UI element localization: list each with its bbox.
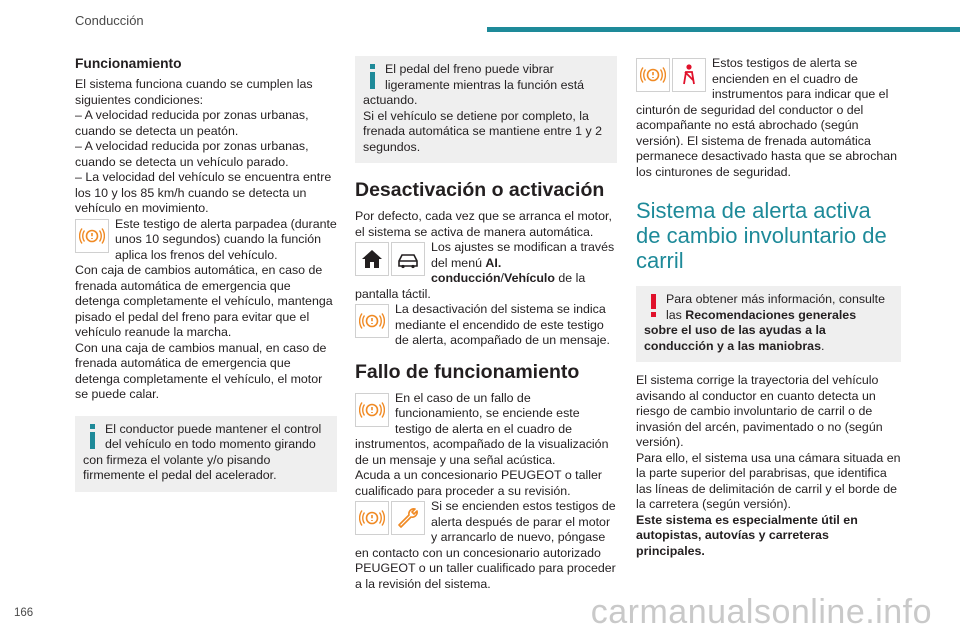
deactivation-warning-row	[355, 302, 617, 349]
car-icon	[391, 242, 425, 276]
auto-brake-hold-text: Si el vehículo se detiene por completo, la frenada automática se mantiene entre 1 y 2 segundos.	[363, 108, 603, 154]
deactivation-text: La desactivación del sistema se indica mediante el encendido de este testigo de alerta, acompañado de un mensaje.	[395, 302, 610, 347]
watermark: carmanualsonline.info	[590, 593, 932, 631]
page-number: 166	[14, 607, 34, 619]
driver-control-text: El conductor puede mantener el control del vehículo en todo momento girando con firmeza el volante y/o pisando firmemente el pedal del acelerador.	[83, 421, 322, 482]
automatic-gearbox-text: Con caja de cambios automática, en caso de frenada automática de emergencia que detenga completamente el vehículo, mantenga pisado el pedal del freno para evitar que el vehículo reanude la marcha.	[75, 263, 333, 339]
highway-text: Este sistema es especialmente útil en autopistas, autovías y carreteras principales.	[636, 512, 858, 558]
lane-assist-heading: Sistema de alerta activa de cambio involuntario de carril	[636, 198, 887, 273]
info-icon	[83, 424, 103, 450]
wrench-icon	[391, 501, 425, 535]
malfunction-warning-row	[355, 391, 617, 469]
seatbelt-warning-text: Estos testigos de alerta se encienden en el cuadro de instrumentos para indicar que el cinturón de seguridad del conductor o del acompañante no está abrochado (según versión). El sistema de frenada automática permanece desactivado hasta que se abrochan los cinturones de seguridad.	[636, 56, 898, 179]
brake-vibration-text: El pedal del freno puede vibrar ligeramente mientras la función está actuando.	[363, 62, 585, 107]
blink-warning-row	[75, 217, 337, 264]
seatbelt-warning-row	[636, 56, 901, 180]
recommendations-warning-note: Para obtener más información, consulte las Recomendaciones generales sobre el uso de las ayudas a la conducción y a las maniobras.	[636, 286, 901, 362]
condition-speed-range: – La velocidad del vehículo se encuentra entre los 10 y los 85 km/h cuando se detecta un vehículo en movimiento.	[75, 170, 332, 215]
brake-vibration-note	[355, 56, 617, 163]
brake-warning-icon	[636, 58, 670, 92]
condition-pedestrian: – A velocidad reducida por zonas urbanas, cuando se detecta un peatón.	[75, 108, 309, 138]
dealer-text: Acuda a un concesionario PEUGEOT o taller cualificado para proceder a su revisión.	[355, 468, 603, 498]
malfunction-heading: Fallo de funcionamiento	[355, 360, 580, 383]
header-section-title: Conducción	[75, 13, 144, 28]
camera-text: Para ello, el sistema usa una cámara situada en la parte superior del parabrisas, que identifica las líneas de delimitación de carril y el borde de la carretera (según versión).	[636, 450, 901, 511]
column-2	[355, 40, 617, 592]
seatbelt-icon	[672, 58, 706, 92]
driver-control-note	[75, 416, 337, 492]
header-accent-bar	[487, 27, 960, 32]
malfunction-text: En el caso de un fallo de funcionamiento, se enciende este testigo de alerta en el cuadro de instrumentos, acompañado de la visualización de un mensaje y una señal acústica.	[355, 390, 609, 467]
lane-correction-text: El sistema corrige la trayectoria del vehículo avisando al conductor en cuanto detecta un riesgo de cambio involuntario de carril o de invasión del arcén, pavimentado o no (según versión).	[636, 373, 883, 449]
deactivation-heading: Desactivación o activación	[355, 179, 605, 201]
restart-warning-row	[355, 499, 617, 592]
blink-warning-text: Este testigo de alerta parpadea (durante unos 10 segundos) cuando la función aplica los frenos del vehículo.	[115, 216, 337, 262]
funcionamiento-heading: Funcionamiento	[75, 56, 182, 71]
brake-warning-icon	[355, 501, 389, 535]
restart-warning-text: Si se encienden estos testigos de alerta después de parar el motor y arrancarlo de nuevo, póngase en contacto con un concesionario autorizado PEUGEOT o un taller cualificado para proceder a la revisión del sistema.	[355, 499, 616, 591]
exclamation-icon	[644, 294, 664, 320]
settings-menu-text: Los ajustes se modifican a través del menú AI. conducción/Vehículo de la pantalla táctil.	[355, 240, 615, 301]
condition-stopped-vehicle: – A velocidad reducida por zonas urbanas, cuando se detecta un vehículo parado.	[75, 139, 309, 169]
brake-warning-icon	[355, 304, 389, 338]
manual-gearbox-text: Con una caja de cambios manual, en caso de frenada automática de emergencia que detenga completamente el vehículo, el motor se puede calar.	[75, 340, 327, 401]
conditions-intro: El sistema funciona cuando se cumplen las siguientes condiciones:	[75, 77, 313, 107]
column-1	[75, 40, 337, 492]
default-activation-text: Por defecto, cada vez que se arranca el motor, el sistema se activa de manera automática.	[355, 209, 612, 239]
column-3	[636, 40, 901, 559]
brake-warning-icon	[355, 393, 389, 427]
brake-warning-icon	[75, 219, 109, 253]
info-icon	[363, 64, 383, 90]
home-icon	[355, 242, 389, 276]
settings-menu-row	[355, 240, 617, 302]
